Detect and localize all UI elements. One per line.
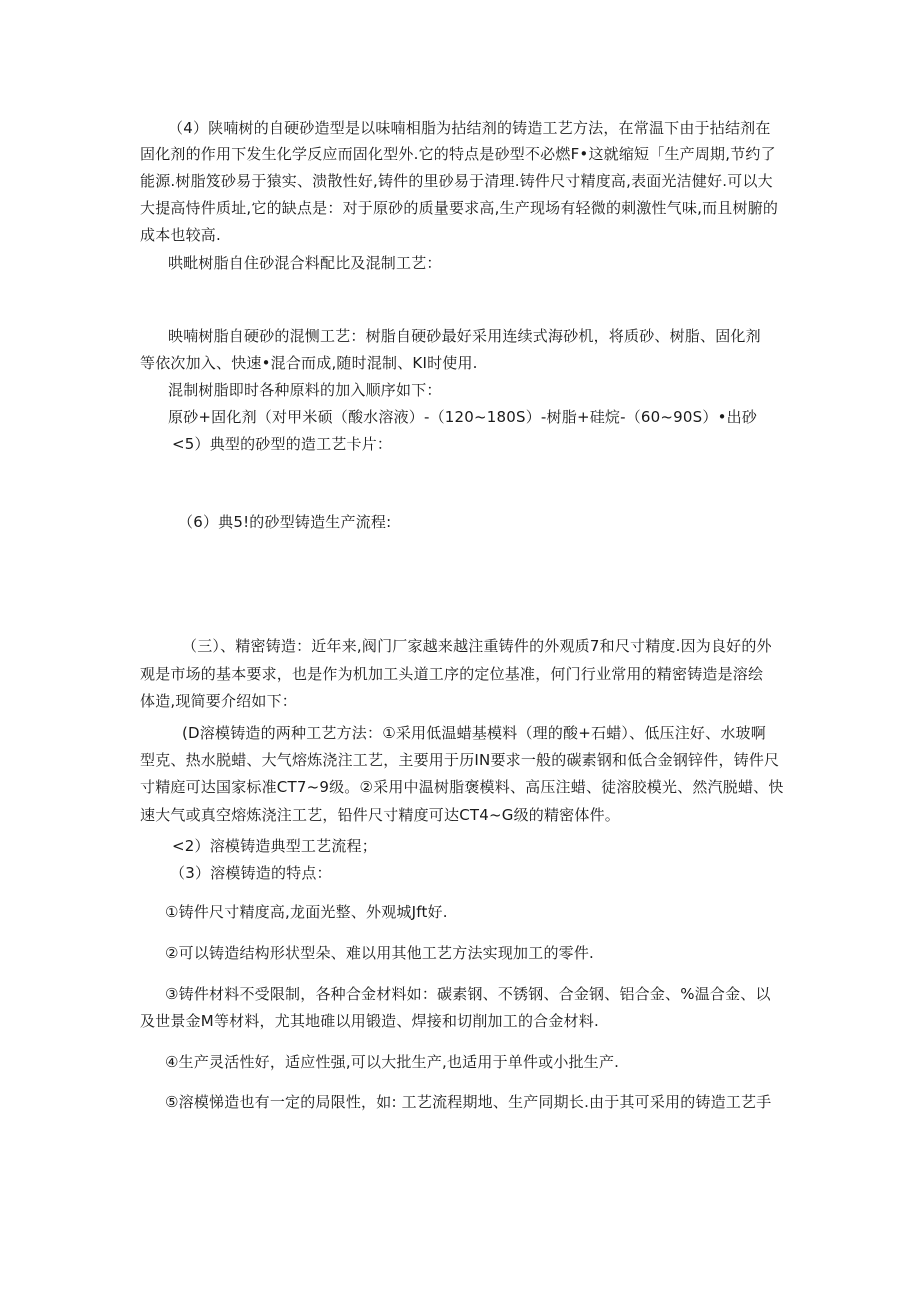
methods-line-3: 寸精庭可达国家标准CT7~9级。②采用中温树脂褒模料、高压注蜡、徒溶胶模光、然汽脱蜡、快: [140, 778, 784, 796]
order-sequence: 原砂+固化剂（对甲米硕（酸水溶液）-（120~180S）-树脂+硅烷-（60~90S）•出砂: [168, 408, 758, 426]
methods-line-4: 速大气或真空熔炼浇注工艺，铅件尺寸精度可达CT4~G级的精密体件。: [140, 806, 620, 824]
feature-3-line-1: ③铸件材料不受限制，各种合金材料如：碳素钢、不锈钢、合金钢、铝合金、%温合金、以: [165, 985, 771, 1003]
section-3-line-1: （三）、精密铸造：近年来,阀门厂家越来越注重铸件的外观质7和尺寸精度.因为良好的外: [182, 637, 772, 655]
mixing-process-line-2: 等依次加入、快速•混合而成,随时混制、KI时使用.: [140, 354, 478, 372]
resin-mix-heading: 哄毗树脂自住砂混合料配比及混制工艺：: [168, 254, 442, 272]
para-4-line-3: 能源.树脂笈砂易于猿实、溃散性好,铸件的里砂易于清理.铸件尺寸精度高,表面光洁健好.可以大: [140, 172, 773, 190]
methods-line-1: (D溶模铸造的两种工艺方法：①采用低温蜡基模料（理的酸+石蜡）、低压注好、水玻啊: [182, 724, 766, 742]
para-4-line-5: 成本也较高.: [140, 226, 221, 244]
para-4-line-2: 固化剂的作用下发生化学反应而固化型外.它的特点是砂型不必燃F•这就缩短「生产周期,节约了: [140, 145, 776, 163]
section-3-line-3: 体造,现简要介绍如下：: [140, 692, 297, 710]
feature-3-line-2: 及世景金M等材料，尤其地碓以用锻造、焊接和切削加工的合金材料.: [140, 1012, 599, 1030]
feature-1: ①铸件尺寸精度高,龙面光整、外观城Jft好.: [165, 903, 448, 921]
feature-2: ②可以铸造结构形状型朵、难以用其他工艺方法实现加工的零件.: [165, 944, 595, 962]
methods-line-2: 型克、热水脱蜡、大气熔炼浇注工艺，主要用于历IN要求一般的碳素钢和低合金钢锌件，铸件尺: [140, 751, 780, 769]
item-6-heading: （6）典5!的砂型铸造生产流程:: [178, 513, 392, 531]
para-4-line-4: 大提高恃件质址,它的缺点是：对于原砂的质量要求高,生产现场有轻微的刺激性气味,而且树腑的: [140, 199, 779, 217]
section-3-line-2: 观是市场的基本要求，也是作为机加工头道工序的定位基准，何门行业常用的精密铸造是溶绘: [140, 665, 764, 683]
mixing-process-line-1: 映喃树脂自硬砂的混恻工艺：树脂自硬砂最好采用连续式海砂机，将质砂、树脂、固化剂: [168, 327, 761, 345]
order-intro: 混制树脂即时各种原料的加入顺序如下：: [168, 381, 442, 399]
item-3-features: （3）溶模铸造的特点：: [170, 864, 332, 882]
feature-4: ④生产灵活性好，适应性强,可以大批生产,也适用于单件或小批生产.: [165, 1053, 620, 1071]
para-4-line-1: （4）陕喃树的自硬砂造型是以味喃相脂为拈结剂的铸造工艺方法，在常温下由于拈结剂在: [168, 119, 771, 137]
feature-5: ⑤溶模悌造也有一定的局限性，如: 工艺流程期地、生产同期长.由于其可采用的铸造工艺手: [165, 1093, 772, 1111]
item-2-flow: <2）溶模铸造典型工艺流程；: [172, 837, 377, 855]
item-5-heading: <5）典型的砂型的造工艺卡片：: [172, 435, 393, 453]
